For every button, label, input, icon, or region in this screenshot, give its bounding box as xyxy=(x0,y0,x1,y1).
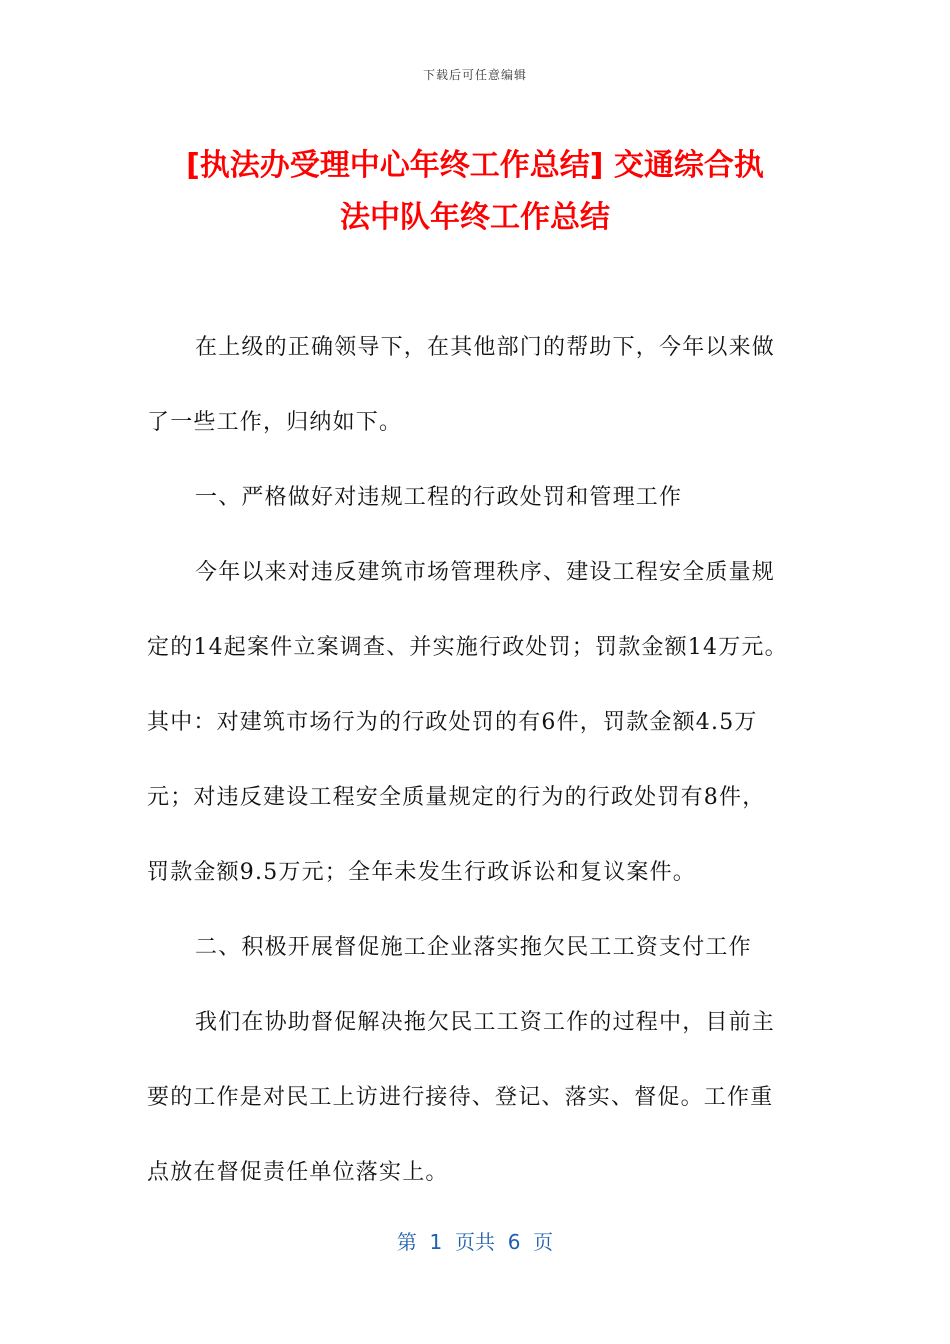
text-line: 元；对违反建设工程安全质量规定的行为的行政处罚有8件， xyxy=(147,785,766,810)
text-line: 定的14起案件立案调查、并实施行政处罚；罚款金额14万元。 xyxy=(147,635,788,660)
text-line: 罚款金额9.5万元；全年未发生行政诉讼和复议案件。 xyxy=(147,860,696,885)
text-line: 我们在协助督促解决拖欠民工工资工作的过程中，目前主 xyxy=(195,1010,776,1035)
title-line-2: 法中队年终工作总结 xyxy=(340,200,610,235)
text-line: 要的工作是对民工上访进行接待、登记、落实、督促。工作重 xyxy=(147,1085,774,1110)
text-line: 今年以来对违反建筑市场管理秩序、建设工程安全质量规 xyxy=(195,560,776,585)
document-title xyxy=(120,140,830,244)
title-line-1: [执法办受理中心年终工作总结] 交通综合执 xyxy=(186,148,764,183)
header-note: 下载后可任意编辑 xyxy=(422,68,527,82)
section-heading: 二、积极开展督促施工企业落实拖欠民工工资支付工作 xyxy=(195,935,752,960)
text-line: 了一些工作，归纳如下。 xyxy=(147,410,403,435)
text-line: 在上级的正确领导下，在其他部门的帮助下，今年以来做 xyxy=(195,335,776,360)
text-line: 点放在督促责任单位落实上。 xyxy=(147,1160,449,1185)
section-heading: 一、严格做好对违规工程的行政处罚和管理工作 xyxy=(195,485,683,510)
text-line: 其中：对建筑市场行为的行政处罚的有6件，罚款金额4.5万 xyxy=(147,710,758,735)
page-number: 第 1 页共 6 页 xyxy=(396,1230,554,1254)
